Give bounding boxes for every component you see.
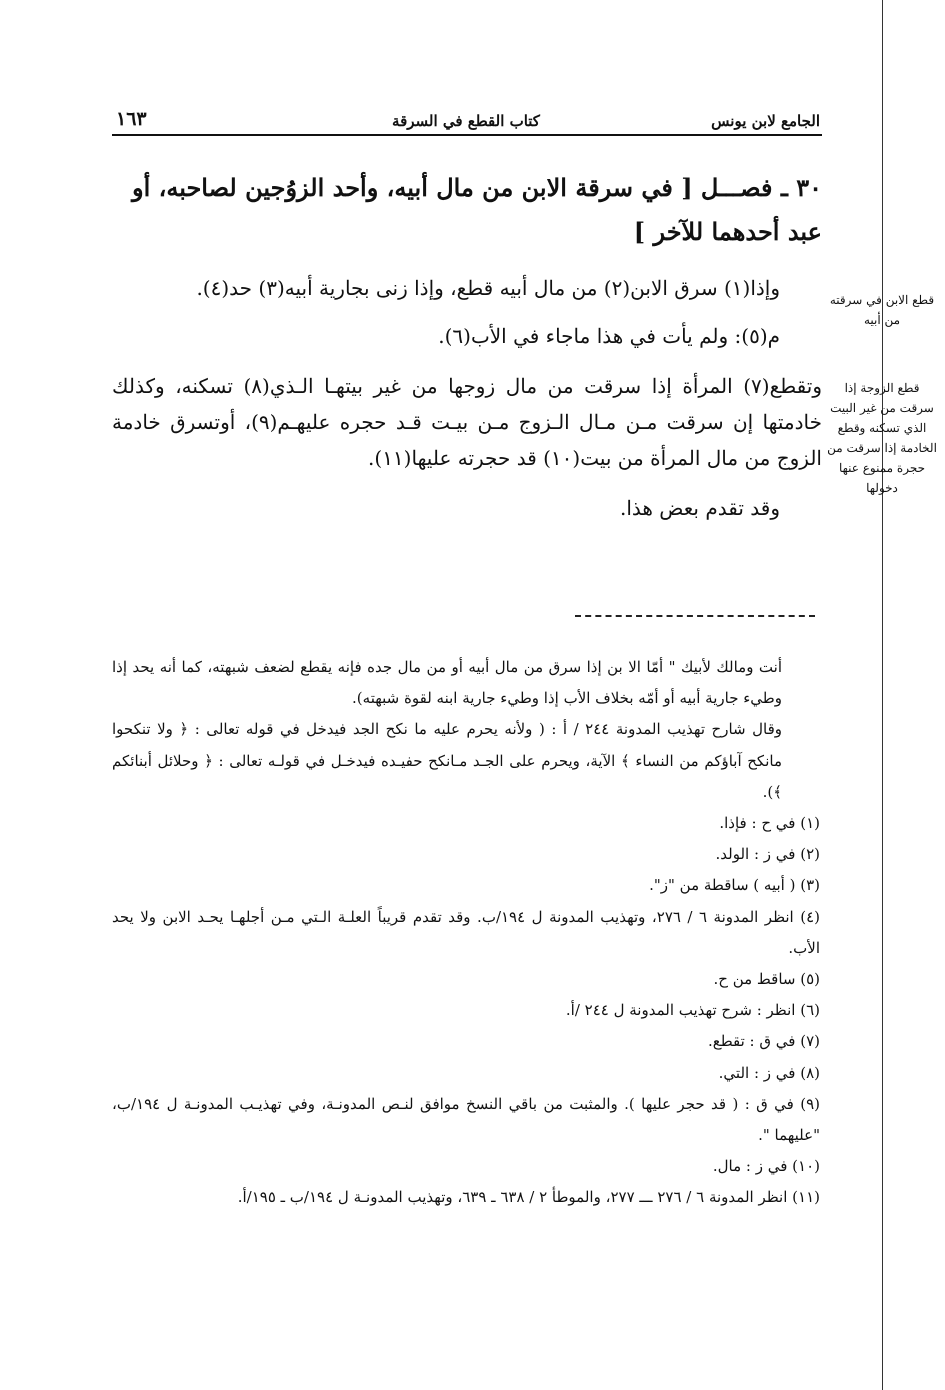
margin-note-2: قطع الزوجة إذا سرقت من غير البيت الذي تسكنه وقطع الخادمة إذا سرقت من حجرة ممنوع عنها دخولها — [827, 381, 937, 495]
header-rule — [112, 134, 822, 136]
margin-note-1: قطع الابن في سرقته من أبيه — [829, 293, 935, 327]
margin-rule — [882, 0, 883, 1390]
footnote-11: (١١) انظر المدونة ٦ / ٢٧٦ ـــ ٢٧٧، والموطأ ٢ / ٦٣٨ ـ ٦٣٩، وتهذيب المدونـة ل ١٩٤/ب ـ ١٩٥/أ. — [237, 1188, 820, 1207]
footnote-7: (٧) في ق : تقطع. — [707, 1032, 820, 1051]
footnotes — [112, 652, 820, 1214]
paragraph-1: وإذا(١) سرق الابن(٢) من مال أبيه قطع، وإذا زنى بجارية أبيه(٣) حد(٤). — [196, 276, 780, 300]
section-title: ٣٠ ـ فصـــل [ في سرقة الابن من مال أبيه، وأحد الزوُجين لصاحبه، أو عبد أحدهما للآخر ] — [132, 173, 822, 246]
footnote-separator — [575, 615, 815, 617]
footnote-3: (٣) ( أبيه ) ساقطة من "ز". — [649, 876, 820, 895]
running-header — [112, 108, 820, 134]
main-text — [112, 166, 822, 526]
footnote-5: (٥) ساقط من ح. — [713, 970, 820, 989]
footnote-9: (٩) في ق : ( قد حجر عليها ). والمثبت من باقي النسخ موافق لنـص المدونـة، وفي تهذيـب المدونـة ل ١٩٤/ب، "عليهما ". — [112, 1094, 820, 1145]
header-book-title: الجامع لابن يونس — [711, 112, 820, 130]
page-number: ١٦٣ — [116, 108, 147, 130]
footnote-2: (٢) في ز : الولد. — [715, 845, 820, 864]
header-chapter-title: كتاب القطع في السرقة — [392, 112, 540, 130]
paragraph-2: م(٥): ولم يأت في هذا ماجاء في الأب(٦). — [438, 324, 780, 348]
footnote-10: (١٠) في ز : مال. — [712, 1157, 820, 1176]
footnote-1: (١) في ح : فإذا. — [719, 814, 820, 833]
paragraph-3: وتقطع(٧) المرأة إذا سرقت من مال زوجها من غير بيتهـا الـذي(٨) تسكنه، وكذلك خادمتها إن سرقت مـن مـال الـزوج مـن بيـت قـد حجره عليهـم(٩)، أوتسرق خادمة الزوج من مال المرأة من بيت(١٠) قد حجرته عليها(١١). — [112, 374, 822, 470]
footnote-6: (٦) انظر : شرح تهذيب المدونة ل ٢٤٤ /أ. — [565, 1001, 820, 1020]
footnote-8: (٨) في ز : التي. — [718, 1063, 820, 1082]
paragraph-4: وقد تقدم بعض هذا. — [619, 496, 780, 520]
footnote-continuation-1: أنت ومالك لأبيك " أمّا الا بن إذا سرق من مال أبيه أو من مال جده فإنه يقطع لضعف شبهته، كما أنه يحد إذا وطيء جارية أبيه أو أمّه بخلاف الأب إذا وطيء جارية ابنه لقوة شبهته). — [112, 658, 782, 708]
footnote-continuation-2: وقال شارح تهذيب المدونة ٢٤٤ / أ : ( ولأنه يحرم عليه ما نكح الجد فيدخل في قوله تعالى : ﴿ ولا تنكحوا مانكح آباؤكم من النساء ﴾ الآية، ويحرم على الجـد مـانكح حفيـده فيدخـل في قولـه تعالى : ﴿ وحلائل أبنائكم ﴾). — [112, 720, 782, 801]
footnote-4: (٤) انظر المدونة ٦ / ٢٧٦، وتهذيب المدونة ل ١٩٤/ب. وقد تقدم قريباً العلـة الـتي مـن أجلهـا يحـد الابن ولا يحد الأب. — [112, 907, 820, 957]
